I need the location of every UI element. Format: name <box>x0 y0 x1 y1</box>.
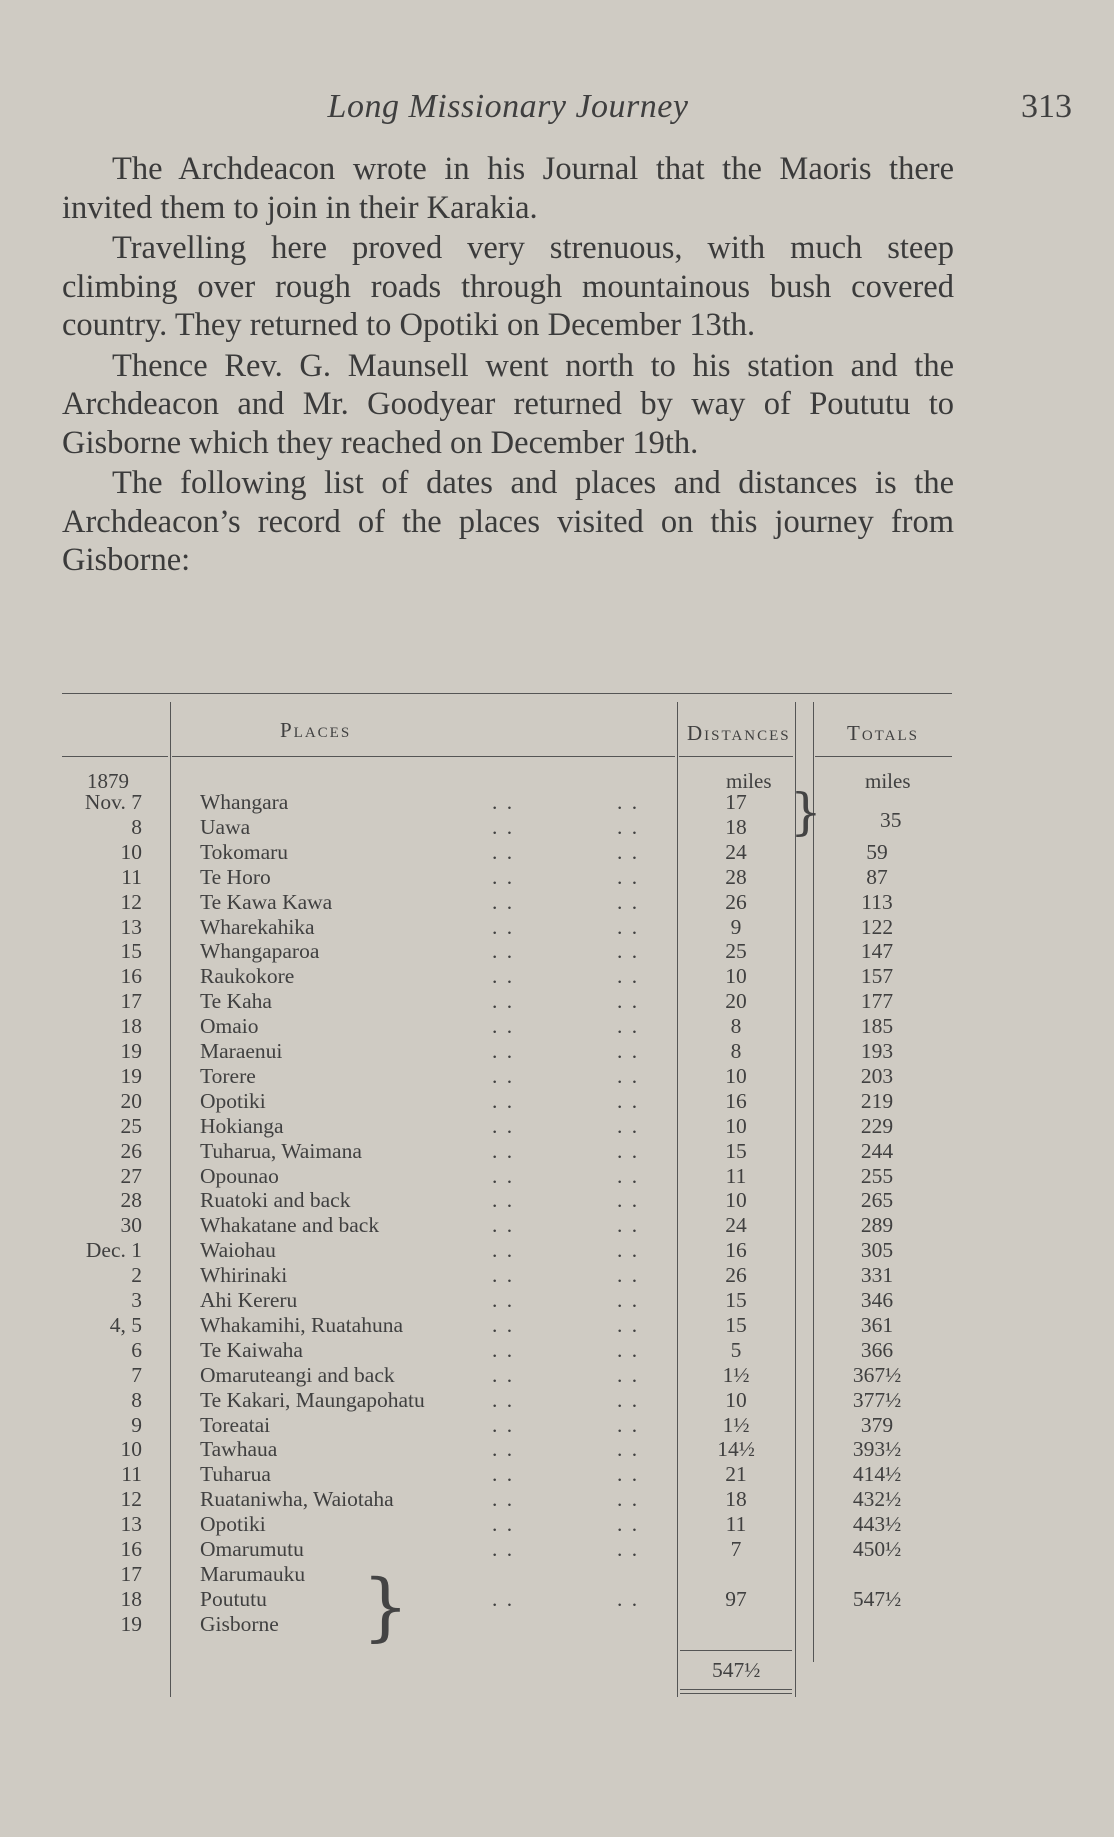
leader-dots: . . <box>617 814 640 839</box>
table-row <box>62 1413 952 1438</box>
row-date: 18 <box>120 1586 142 1611</box>
table-row <box>62 1562 952 1587</box>
row-total: 229 <box>860 1113 894 1138</box>
leader-dots: . . <box>492 914 515 939</box>
row-date: 20 <box>120 1088 142 1113</box>
row-distance: 7 <box>730 1537 742 1561</box>
row-date: 9 <box>131 1412 142 1437</box>
leader-dots: . . <box>492 1288 515 1312</box>
leader-dots: . . <box>492 839 515 864</box>
row-distance: 8 <box>730 1014 742 1039</box>
row-total: 346 <box>860 1288 894 1312</box>
row-place: Te Kaiwaha <box>200 1337 303 1362</box>
double-rule <box>680 1693 792 1694</box>
row-distance: 18 <box>725 814 747 839</box>
row-total: 59 <box>866 839 888 864</box>
row-total: 147 <box>860 939 894 964</box>
table-row <box>62 1014 952 1039</box>
row-distance: 17 <box>725 790 747 814</box>
leader-dots: . . <box>492 1512 515 1537</box>
leader-dots: . . <box>617 1312 640 1337</box>
leader-dots: . . <box>492 1387 515 1412</box>
row-total: 87 <box>866 864 888 889</box>
leader-dots: . . <box>617 790 640 814</box>
row-date: 13 <box>120 1512 142 1537</box>
row-distance: 14½ <box>717 1437 755 1462</box>
leader-dots: . . <box>617 1487 640 1512</box>
year-label: 1879 <box>87 769 129 793</box>
row-place: Ruatoki and back <box>200 1188 351 1213</box>
leader-dots: . . <box>492 1113 515 1138</box>
row-distance: 9 <box>730 914 742 939</box>
row-place: Torere <box>200 1063 256 1088</box>
header-rule <box>172 756 675 757</box>
row-distance: 15 <box>725 1138 747 1163</box>
row-distance: 18 <box>725 1487 747 1512</box>
row-total: 185 <box>860 1014 894 1039</box>
row-distance: 26 <box>725 1263 747 1288</box>
row-distance: 97 <box>725 1586 747 1611</box>
leader-dots: . . <box>617 1462 640 1487</box>
row-date: 13 <box>120 914 142 939</box>
row-total: 113 <box>861 889 893 914</box>
row-date: 7 <box>131 1362 142 1387</box>
double-rule <box>680 1689 792 1690</box>
table-row <box>62 1213 952 1238</box>
leader-dots: . . <box>617 1512 640 1537</box>
row-distance: 10 <box>725 1113 747 1138</box>
brace-nov-7-8: } <box>790 783 822 841</box>
row-distance: 11 <box>725 1512 747 1537</box>
table-row <box>62 1064 952 1089</box>
leader-dots: . . <box>492 864 515 889</box>
row-place: Whirinaki <box>200 1263 288 1288</box>
leader-dots: . . <box>617 1437 640 1462</box>
leader-dots: . . <box>492 1412 515 1437</box>
row-place: Marumauku <box>200 1561 306 1586</box>
table-row <box>62 1462 952 1487</box>
table-row <box>62 915 952 940</box>
leader-dots: . . <box>617 1014 640 1039</box>
row-total: 547½ <box>852 1586 902 1611</box>
row-date: 8 <box>131 814 142 839</box>
leader-dots: . . <box>492 989 515 1014</box>
row-total: 379 <box>860 1412 894 1437</box>
row-distance: 16 <box>725 1238 747 1263</box>
running-title: Long Missionary Journey <box>327 88 689 125</box>
row-distance: 20 <box>725 989 747 1014</box>
leader-dots: . . <box>492 939 515 964</box>
paragraph: Thence Rev. G. Maunsell went north to his station and the Archdeacon and Mr. Goodyear returned by way of Poututu to Gisborne which they reached on December 19th. <box>62 347 954 461</box>
row-total: 244 <box>860 1138 894 1163</box>
leader-dots: . . <box>492 1586 515 1611</box>
leader-dots: . . <box>617 839 640 864</box>
table-row <box>62 1313 952 1338</box>
row-place: Wharekahika <box>200 914 315 939</box>
header-rule <box>62 756 168 757</box>
leader-dots: . . <box>492 1487 515 1512</box>
paragraph: The Archdeacon wrote in his Journal that the Maoris there invited them to join in their Karakia. <box>62 151 954 226</box>
row-date: 10 <box>120 839 142 864</box>
leader-dots: . . <box>617 1138 640 1163</box>
leader-dots: . . <box>492 1138 515 1163</box>
row-place: Tuharua <box>200 1462 271 1487</box>
leader-dots: . . <box>492 1238 515 1263</box>
row-place: Waiohau <box>200 1238 276 1263</box>
row-place: Te Kawa Kawa <box>200 889 333 914</box>
row-date: 11 <box>121 1462 142 1487</box>
leader-dots: . . <box>492 1312 515 1337</box>
table-row <box>62 964 952 989</box>
paragraph: Travelling here proved very strenuous, with much steep climbing over rough roads through mountainous bush covered country. They returned to Opotiki on December 13th. <box>62 230 954 343</box>
row-total: 122 <box>860 914 894 939</box>
brace-dec-17-19: } <box>362 1564 410 1650</box>
leader-dots: . . <box>492 1063 515 1088</box>
table-row <box>62 1164 952 1189</box>
table-row <box>62 1512 952 1537</box>
leader-dots: . . <box>492 1039 515 1063</box>
table-row <box>62 1089 952 1114</box>
leader-dots: . . <box>492 1462 515 1487</box>
row-place: Hokianga <box>200 1113 284 1138</box>
row-date: 17 <box>120 1561 142 1586</box>
row-date: 26 <box>120 1138 142 1163</box>
header-rule <box>815 756 952 757</box>
leader-dots: . . <box>617 964 640 989</box>
row-total: 289 <box>860 1213 894 1238</box>
row-distance: 25 <box>725 939 747 964</box>
leader-dots: . . <box>492 1014 515 1039</box>
row-distance: 24 <box>725 1213 747 1238</box>
row-place: Opotiki <box>200 1512 266 1537</box>
leader-dots: . . <box>617 889 640 914</box>
row-date: 11 <box>121 864 142 889</box>
sum-rule <box>680 1650 792 1651</box>
row-place: Poututu <box>200 1586 267 1611</box>
row-total: 450½ <box>852 1537 902 1561</box>
body-text <box>62 150 954 582</box>
row-date: 12 <box>120 889 142 914</box>
row-place: Opotiki <box>200 1088 266 1113</box>
row-place: Tuharua, Waimana <box>200 1138 362 1163</box>
total-unit: miles <box>865 769 911 793</box>
row-date: 12 <box>120 1487 142 1512</box>
leader-dots: . . <box>492 814 515 839</box>
table-top-rule <box>62 693 952 694</box>
leader-dots: . . <box>617 864 640 889</box>
row-date: 17 <box>120 989 142 1014</box>
leader-dots: . . <box>617 1163 640 1188</box>
leader-dots: . . <box>617 989 640 1014</box>
row-total: 377½ <box>852 1387 902 1412</box>
leader-dots: . . <box>617 1288 640 1312</box>
leader-dots: . . <box>617 1063 640 1088</box>
row-total: 305 <box>860 1238 894 1263</box>
leader-dots: . . <box>617 914 640 939</box>
row-date: Dec. 1 <box>85 1238 142 1263</box>
row-date: 27 <box>120 1163 142 1188</box>
table-row <box>62 1587 952 1612</box>
table-row <box>62 1039 952 1064</box>
leader-dots: . . <box>617 1586 640 1611</box>
row-total: 203 <box>860 1063 894 1088</box>
leader-dots: . . <box>492 1088 515 1113</box>
row-date: 4, 5 <box>109 1312 142 1337</box>
row-date: 28 <box>120 1188 142 1213</box>
row-date: Nov. 7 <box>84 790 142 814</box>
leader-dots: . . <box>617 1039 640 1063</box>
row-distance: 15 <box>725 1288 747 1312</box>
row-date: 25 <box>120 1113 142 1138</box>
distance-unit: miles <box>726 769 772 793</box>
leader-dots: . . <box>492 1437 515 1462</box>
page-number: 313 <box>1021 88 1072 125</box>
row-total: 432½ <box>852 1487 902 1512</box>
table-row <box>62 1188 952 1213</box>
leader-dots: . . <box>617 1238 640 1263</box>
row-date: 6 <box>131 1337 142 1362</box>
row-distance: 1½ <box>722 1362 750 1387</box>
row-distance: 10 <box>725 1188 747 1213</box>
row-place: Whangara <box>200 790 289 814</box>
leader-dots: . . <box>492 1263 515 1288</box>
header-rule <box>679 756 793 757</box>
row-date: 2 <box>131 1263 142 1288</box>
row-distance: 11 <box>725 1163 747 1188</box>
row-date: 10 <box>120 1437 142 1462</box>
row-place: Te Kaha <box>200 989 272 1014</box>
row-distance: 26 <box>725 889 747 914</box>
row-distance: 1½ <box>722 1412 750 1437</box>
row-distance: 16 <box>725 1088 747 1113</box>
leader-dots: . . <box>492 1188 515 1213</box>
row-total: 361 <box>860 1312 894 1337</box>
row-place: Omaio <box>200 1014 259 1039</box>
leader-dots: . . <box>617 1113 640 1138</box>
row-total: 414½ <box>852 1462 902 1487</box>
table-row <box>62 989 952 1014</box>
row-total: 366 <box>860 1337 894 1362</box>
row-date: 30 <box>120 1213 142 1238</box>
row-distance: 21 <box>725 1462 747 1487</box>
row-total: 331 <box>860 1263 894 1288</box>
row-place: Ruataniwha, Waiotaha <box>200 1487 394 1512</box>
row-date: 18 <box>120 1014 142 1039</box>
table-row <box>62 840 952 865</box>
row-date: 15 <box>120 939 142 964</box>
leader-dots: . . <box>617 1213 640 1238</box>
row-place: Maraenui <box>200 1039 283 1063</box>
row-total: 193 <box>860 1039 894 1063</box>
leader-dots: . . <box>492 889 515 914</box>
row-distance: 10 <box>725 1387 747 1412</box>
row-date: 16 <box>120 1537 142 1561</box>
row-total: 157 <box>860 964 894 989</box>
table-row <box>62 1114 952 1139</box>
header-places: Places <box>280 718 352 742</box>
row-total: 393½ <box>852 1437 902 1462</box>
grand-total: 547½ <box>712 1658 761 1682</box>
table-row <box>62 1139 952 1164</box>
leader-dots: . . <box>492 1362 515 1387</box>
row-place: Te Kakari, Maungapohatu <box>200 1387 425 1412</box>
row-distance: 28 <box>725 864 747 889</box>
row-total: 219 <box>860 1088 894 1113</box>
table-row <box>62 1363 952 1388</box>
row-total: 265 <box>860 1188 894 1213</box>
row-date: 3 <box>131 1288 142 1312</box>
table-row <box>62 1263 952 1288</box>
row-place: Te Horo <box>200 864 271 889</box>
journey-table <box>62 690 952 1700</box>
paragraph: The following list of dates and places and distances is the Archdeacon’s record of the places visited on this journey from Gisborne: <box>62 465 954 578</box>
table-row <box>62 1487 952 1512</box>
table-row <box>62 939 952 964</box>
table-row <box>62 1612 952 1637</box>
table-row <box>62 1338 952 1363</box>
table-row <box>62 1537 952 1562</box>
row-distance: 5 <box>730 1337 742 1362</box>
row-distance: 8 <box>730 1039 742 1063</box>
leader-dots: . . <box>492 1537 515 1561</box>
table-row <box>62 1388 952 1413</box>
row-place: Whangaparoa <box>200 939 320 964</box>
row-place: Omaruteangi and back <box>200 1362 395 1387</box>
leader-dots: . . <box>492 964 515 989</box>
leader-dots: . . <box>617 1537 640 1561</box>
row-distance: 24 <box>725 839 747 864</box>
leader-dots: . . <box>492 790 515 814</box>
leader-dots: . . <box>492 1163 515 1188</box>
header-distances: Distances <box>687 721 791 745</box>
row-place: Whakatane and back <box>200 1213 380 1238</box>
row-place: Raukokore <box>200 964 295 989</box>
row-place: Ahi Kereru <box>200 1288 298 1312</box>
leader-dots: . . <box>617 1412 640 1437</box>
row-date: 19 <box>120 1063 142 1088</box>
header-totals: Totals <box>847 721 919 745</box>
row-place: Opounao <box>200 1163 279 1188</box>
table-row <box>62 1238 952 1263</box>
row-total: 177 <box>860 989 894 1014</box>
leader-dots: . . <box>617 1088 640 1113</box>
running-header <box>62 88 1072 132</box>
table-row <box>62 865 952 890</box>
row-place: Gisborne <box>200 1611 279 1636</box>
leader-dots: . . <box>617 939 640 964</box>
row-distance: 10 <box>725 964 747 989</box>
bracket-total: 35 <box>880 808 902 832</box>
row-date: 19 <box>120 1611 142 1636</box>
leader-dots: . . <box>492 1337 515 1362</box>
row-distance: 15 <box>725 1312 747 1337</box>
row-place: Tawhaua <box>200 1437 278 1462</box>
row-place: Tokomaru <box>200 839 289 864</box>
row-place: Uawa <box>200 814 251 839</box>
row-date: 16 <box>120 964 142 989</box>
row-distance: 10 <box>725 1063 747 1088</box>
row-place: Toreatai <box>200 1412 271 1437</box>
table-row <box>62 890 952 915</box>
table-row <box>62 1288 952 1313</box>
row-date: 8 <box>131 1387 142 1412</box>
row-total: 443½ <box>852 1512 902 1537</box>
row-place: Whakamihi, Ruatahuna <box>200 1312 403 1337</box>
leader-dots: . . <box>617 1362 640 1387</box>
leader-dots: . . <box>492 1213 515 1238</box>
row-place: Omarumutu <box>200 1537 304 1561</box>
row-date: 19 <box>120 1039 142 1063</box>
row-total: 367½ <box>852 1362 902 1387</box>
row-total: 255 <box>860 1163 894 1188</box>
table-row <box>62 1437 952 1462</box>
leader-dots: . . <box>617 1188 640 1213</box>
leader-dots: . . <box>617 1387 640 1412</box>
leader-dots: . . <box>617 1337 640 1362</box>
leader-dots: . . <box>617 1263 640 1288</box>
